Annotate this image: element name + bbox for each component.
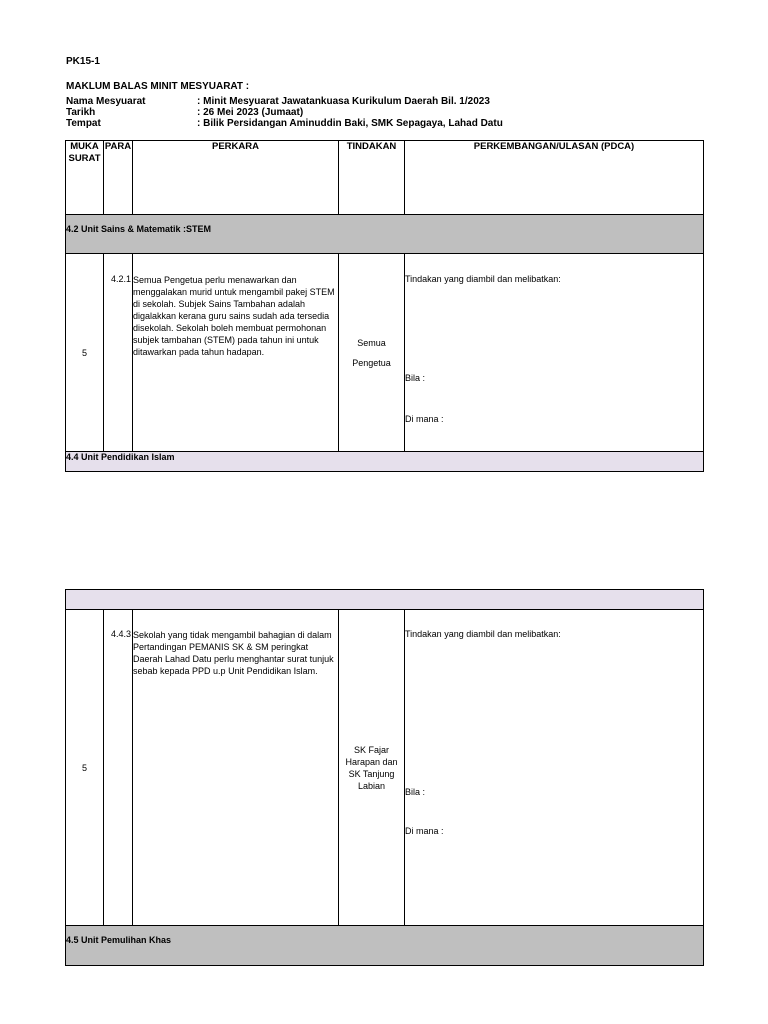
table-row [66, 610, 704, 926]
di-mana-label: Di mana : [405, 414, 444, 424]
meta-value: : Minit Mesyuarat Jawatankuasa Kurikulum Daerah Bil. 1/2023 [197, 96, 490, 107]
tindakan-prompt: Tindakan yang diambil dan melibatkan: [405, 274, 561, 284]
table-row [66, 254, 704, 452]
header-para: PARA [104, 141, 133, 215]
tindakan-cell: Semua Pengetua [339, 254, 405, 452]
bila-label: Bila : [405, 787, 426, 797]
header-perkembangan: PERKEMBANGAN/ULASAN (PDCA) [405, 141, 704, 215]
meta-row-tarikh [66, 107, 303, 118]
meta-label: Nama Mesyuarat [66, 96, 146, 107]
meta-value: : 26 Mei 2023 (Jumaat) [197, 107, 304, 118]
perkara-cell: Semua Pengetua perlu menawarkan dan menggalakan murid untuk mengambil pakej STEM di sekolah. Subjek Sains Tambahan adalah digalakkan kerana guru sains sudah ada tersedia disekolah. Sekolah boleh membuat permohonan subjek tambahan (STEM) pada tahun ini untuk ditawarkan pada tahun hadapan. [133, 254, 339, 452]
perkembangan-cell [405, 610, 704, 926]
meta-label: Tempat [66, 118, 101, 129]
section-title: 4.4 Unit Pendidikan Islam [66, 452, 704, 472]
tindakan-cell: SK Fajar Harapan dan SK Tanjung Labian [339, 610, 405, 926]
table-header-row [66, 141, 704, 215]
section-title: 4.2 Unit Sains & Matematik :STEM [66, 215, 704, 254]
header-tindakan: TINDAKAN [339, 141, 405, 215]
meta-row-nama [66, 96, 490, 107]
section-row-continued [66, 590, 704, 610]
tindakan-prompt: Tindakan yang diambil dan melibatkan: [405, 629, 561, 639]
perkara-cell: Sekolah yang tidak mengambil bahagian di dalam Pertandingan PEMANIS SK & SM peringkat Daerah Lahad Datu perlu menghantar surat tunjuk sebab kepada PPD u.p Unit Pendidikan Islam. [133, 610, 339, 926]
minutes-table-page1 [65, 140, 704, 472]
header-muka-surat: MUKA SURAT [66, 141, 104, 215]
section-blank [66, 590, 704, 610]
section-row-pendidikan-islam [66, 452, 704, 472]
minutes-table-page2 [65, 589, 704, 966]
muka-surat-cell: 5 [66, 610, 104, 926]
header-perkara: PERKARA [133, 141, 339, 215]
meta-row-tempat [66, 118, 503, 129]
di-mana-label: Di mana : [405, 826, 444, 836]
section-row-pemulihan-khas [66, 926, 704, 966]
para-cell: 4.4.3 [104, 610, 133, 926]
meta-label: Tarikh [66, 107, 96, 118]
para-cell: 4.2.1 [104, 254, 133, 452]
document-code: PK15-1 [66, 56, 100, 67]
bila-label: Bila : [405, 373, 426, 383]
section-row-stem [66, 215, 704, 254]
section-title: 4.5 Unit Pemulihan Khas [66, 926, 704, 966]
meta-value: : Bilik Persidangan Aminuddin Baki, SMK Sepagaya, Lahad Datu [197, 118, 503, 129]
document-heading: MAKLUM BALAS MINIT MESYUARAT : [66, 81, 250, 92]
perkembangan-cell [405, 254, 704, 452]
muka-surat-cell: 5 [66, 254, 104, 452]
